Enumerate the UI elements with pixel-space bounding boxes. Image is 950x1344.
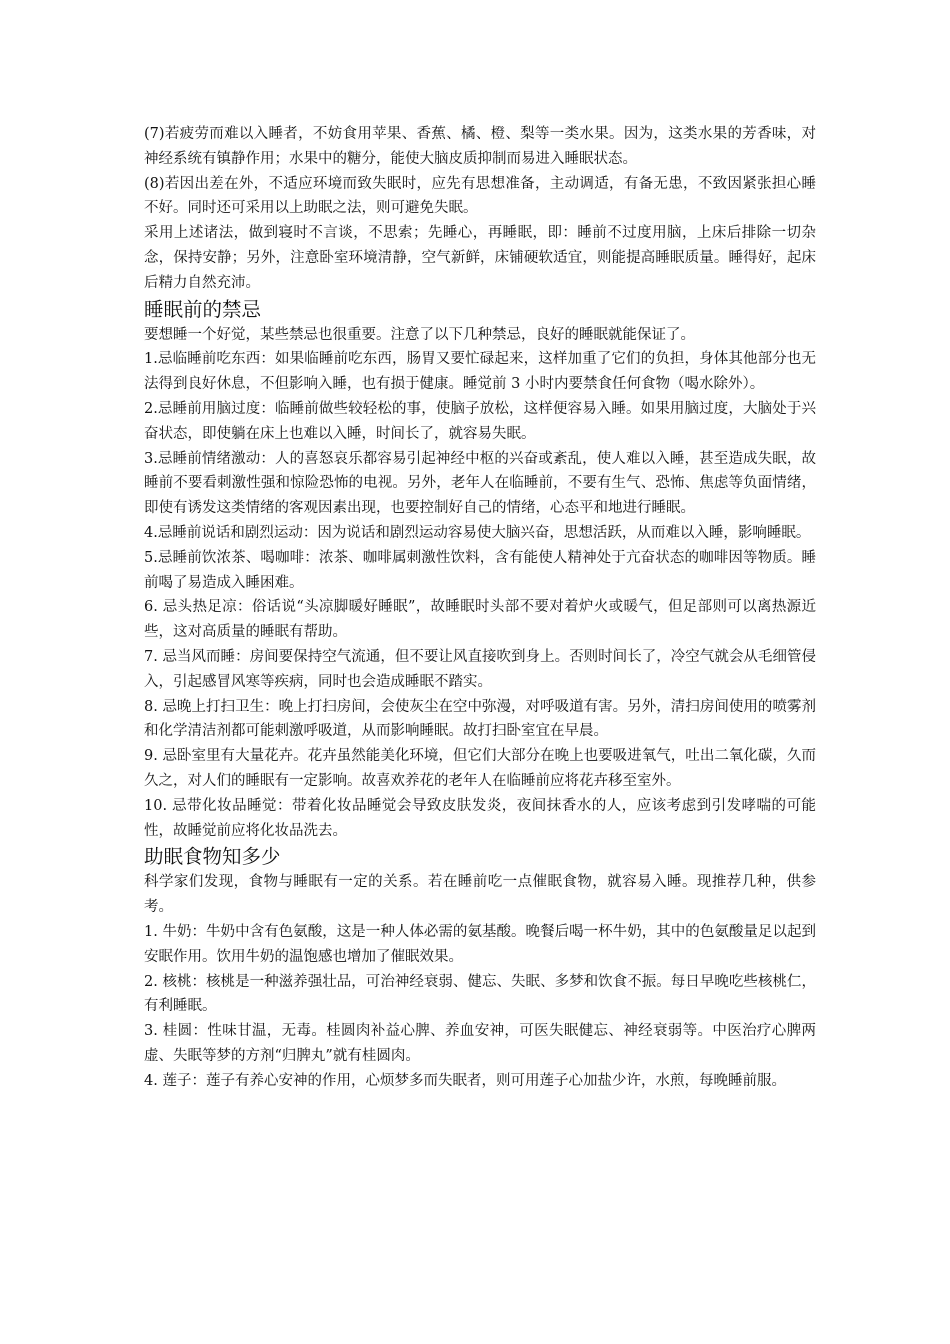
taboo-item: 7. 忌当风而睡：房间要保持空气流通，但不要让风直接吹到身上。否则时间长了，冷空气就会从毛细管侵入，引起感冒风寒等疾病，同时也会造成睡眠不踏实。 — [144, 648, 816, 690]
food-item: 4. 莲子：莲子有养心安神的作用，心烦梦多而失眠者，则可用莲子心加盐少许，水煎，每晚睡前服。 — [144, 1072, 786, 1089]
paragraph-travel-tip: (8)若因出差在外，不适应环境而致失眠时，应先有思想准备，主动调适，有备无患，不致因紧张担心睡不好。同时还可采用以上助眠之法，则可避免失眠。 — [144, 175, 816, 217]
paragraph-fruit-tip: (7)若疲劳而难以入睡者，不妨食用苹果、香蕉、橘、橙、梨等一类水果。因为，这类水果的芳香味，对神经系统有镇静作用；水果中的糖分，能使大脑皮质抑制而易进入睡眠状态。 — [144, 126, 816, 167]
food-item: 2. 核桃：核桃是一种滋养强壮品，可治神经衰弱、健忘、失眠、多梦和饮食不振。每日早晚吃些核桃仁，有利睡眠。 — [144, 973, 816, 1015]
paragraph-foods-intro: 科学家们发现，食物与睡眠有一定的关系。若在睡前吃一点催眠食物，就容易入睡。现推荐几种，供参考。 — [144, 874, 816, 916]
taboo-item: 10. 忌带化妆品睡觉：带着化妆品睡觉会导致皮肤发炎，夜间抹香水的人，应该考虑到引发哮喘的可能性，故睡觉前应将化妆品洗去。 — [144, 797, 816, 839]
document-body — [144, 122, 816, 1093]
taboo-item: 9. 忌卧室里有大量花卉。花卉虽然能美化环境，但它们大部分在晚上也要吸进氧气，吐出二氧化碳，久而久之，对人们的睡眠有一定影响。故喜欢养花的老年人在临睡前应将花卉移至室外。 — [144, 748, 816, 789]
taboo-item: 3.忌睡前情绪激动：人的喜怒哀乐都容易引起神经中枢的兴奋或紊乱，使人难以入睡，甚至造成失眠，故睡前不要看刺激性强和惊险恐怖的电视。另外，老年人在临睡前，不要有生气、恐怖、焦虑等负面情绪，即使有诱发这类情绪的客观因素出现，也要控制好自己的情绪，心态平和地进行睡眠。 — [144, 450, 816, 517]
paragraph-summary: 采用上述诸法，做到寝时不言谈，不思索；先睡心，再睡眠，即：睡前不过度用脑，上床后排除一切杂念，保持安静；另外，注意卧室环境清静，空气新鲜，床铺硬软适宜，则能提高睡眠质量。睡得好，起床后精力自然充沛。 — [144, 225, 816, 291]
food-item: 1. 牛奶：牛奶中含有色氨酸，这是一种人体必需的氨基酸。晚餐后喝一杯牛奶，其中的色氨酸量足以起到安眠作用。饮用牛奶的温饱感也增加了催眠效果。 — [144, 923, 816, 965]
paragraph-taboos-intro: 要想睡一个好觉，某些禁忌也很重要。注意了以下几种禁忌，良好的睡眠就能保证了。 — [144, 326, 695, 343]
taboo-item: 2.忌睡前用脑过度：临睡前做些较轻松的事，使脑子放松，这样便容易入睡。如果用脑过度，大脑处于兴奋状态，即使躺在床上也难以入睡，时间长了，就容易失眠。 — [144, 400, 816, 442]
taboo-item: 6. 忌头热足凉：俗话说“头凉脚暖好睡眠”，故睡眠时头部不要对着炉火或暖气，但足部则可以离热源近些，这对高质量的睡眠有帮助。 — [144, 599, 816, 641]
section-heading-taboos: 睡眠前的禁忌 — [144, 297, 262, 321]
food-item: 3. 桂圆：性味甘温，无毒。桂圆肉补益心脾、养血安神，可医失眠健忘、神经衰弱等。中医治疗心脾两虚、失眠等梦的方剂“归脾丸”就有桂圆肉。 — [144, 1023, 816, 1064]
section-heading-foods: 助眠食物知多少 — [144, 845, 281, 869]
taboo-item: 5.忌睡前饮浓茶、喝咖啡：浓茶、咖啡属刺激性饮料，含有能使人精神处于亢奋状态的咖啡因等物质。睡前喝了易造成入睡困难。 — [144, 549, 816, 591]
taboo-item: 8. 忌晚上打扫卫生：晚上打扫房间，会使灰尘在空中弥漫，对呼吸道有害。另外，清扫房间使用的喷雾剂和化学清洁剂都可能刺激呼吸道，从而影响睡眠。故打扫卧室宜在早晨。 — [144, 698, 816, 740]
taboo-item: 4.忌睡前说话和剧烈运动：因为说话和剧烈运动容易使大脑兴奋，思想活跃，从而难以入睡，影响睡眠。 — [144, 524, 811, 541]
taboo-item: 1.忌临睡前吃东西：如果临睡前吃东西，肠胃又要忙碌起来，这样加重了它们的负担，身体其他部分也无法得到良好休息，不但影响入睡，也有损于健康。睡觉前 3 小时内要禁食任何食物（喝水除外）。 — [144, 351, 816, 393]
